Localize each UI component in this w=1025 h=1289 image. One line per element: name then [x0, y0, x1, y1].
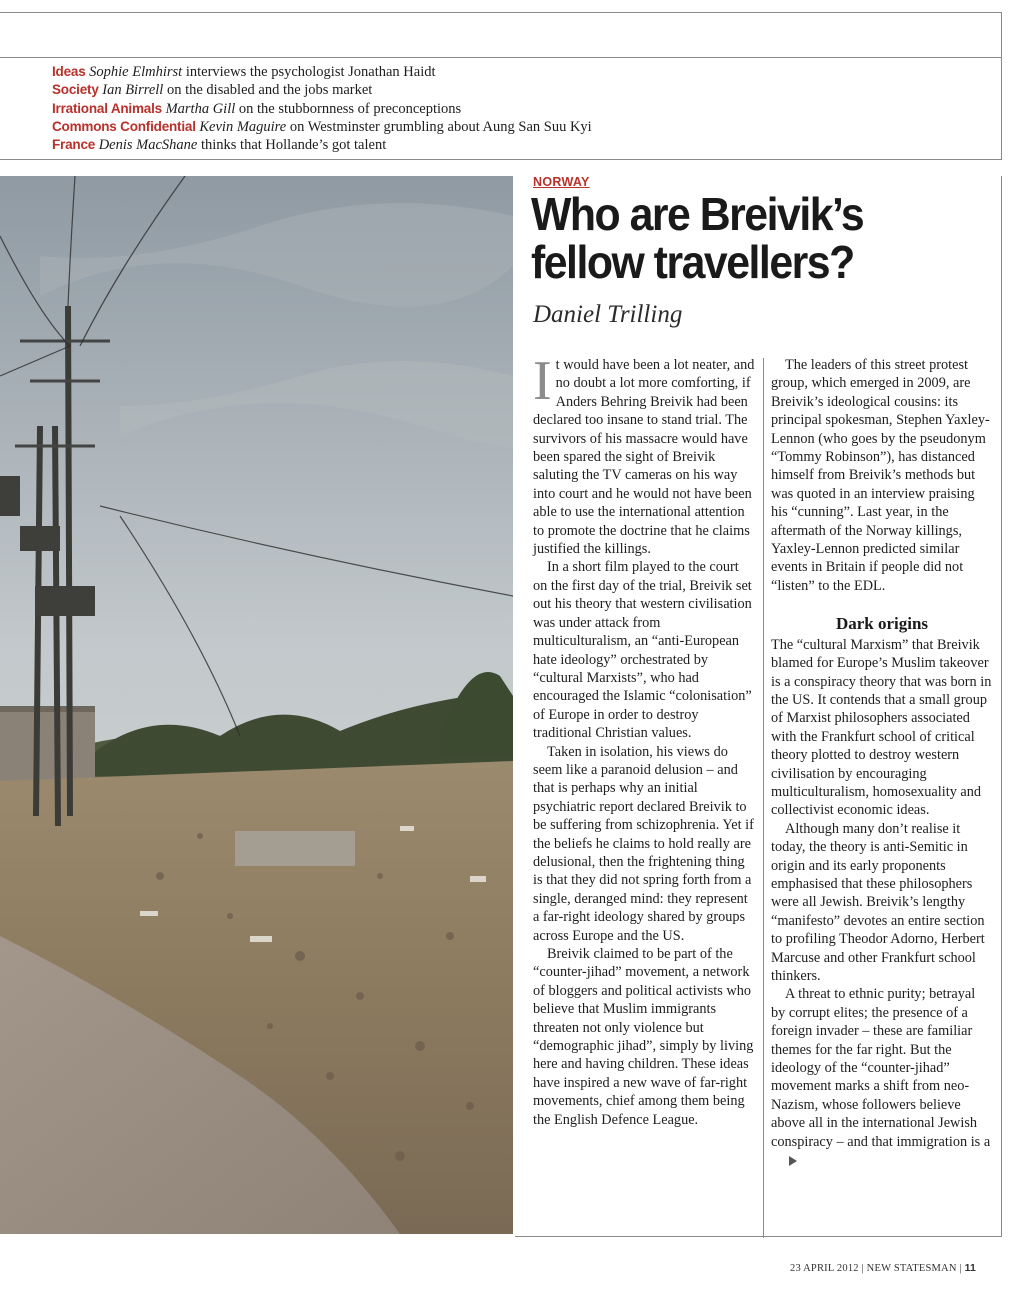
contents-section: Society: [52, 82, 99, 98]
article-paragraph: The leaders of this street protest group, which emerged in 2009, are Breivik’s ideological cousins: its principal spokesman, Stephen Yaxley-Lennon (who goes by the pseudonym “Tommy Robinson”), has distanced himself from Breivik’s methods but was quoted in an interview praising his “cunning”. Last year, in the aftermath of the Norway killings, Yaxley-Lennon predicted similar events in Britain if people did not “listen” to the EDL.: [771, 357, 990, 594]
article-column-1: [533, 350, 755, 1129]
contents-text: interviews the psychologist Jonathan Haidt: [185, 64, 436, 80]
article-kicker[interactable]: NORWAY: [533, 175, 590, 189]
contents-section: Ideas: [52, 64, 86, 79]
article-paragraph: [771, 985, 993, 1169]
frame-rule-bottom: [515, 1236, 1002, 1237]
paragraph-text: A threat to ethnic purity; betrayal by corrupt elites; the presence of a foreign invader – these are familiar themes for the far right. But the ideology of the “counter-jihad” movement marks a shift from neo-Nazism, whose followers believe above all in the international Jewish conspiracy – and that immigration is a: [771, 986, 991, 1150]
page-footer: 23 APRIL 2012 | NEW STATESMAN | 11: [790, 1262, 977, 1274]
contents-text: on the disabled and the jobs market: [166, 82, 373, 99]
contents-author: Denis MacShane: [98, 137, 198, 154]
article-column-2: [771, 356, 993, 1169]
drop-cap: I: [533, 350, 552, 412]
article-photo: [0, 176, 513, 1234]
footer-date: 23 APRIL 2012: [790, 1263, 859, 1274]
contents-list: [0, 57, 1001, 154]
paragraph-text: t would have been a lot neater, and no doubt a lot more comforting, if Anders Behring Breivik had been declared too insane to stand trial. The survivors of his massacre would have been spared the sight of Breivik saluting the TV cameras on his way into court and he would not have been able to use the international attention to promote the doctrine that he claims justified the killings.: [533, 357, 755, 558]
contents-text: on the stubbornness of preconceptions: [238, 100, 462, 117]
contents-text: on Westminster grumbling about Aung San Suu Kyi: [289, 118, 592, 135]
contents-author: Ian Birrell: [102, 82, 164, 99]
contents-section: Commons Confidential: [52, 118, 196, 134]
footer-magazine: NEW STATESMAN: [866, 1263, 957, 1274]
article-paragraph: In a short film played to the court on the first day of the trial, Breivik set out his theory that western civilisation was under attack from multiculturalism, an “anti-European hate ideology” orchestrated by “cultural Marxists”, who had encouraged the Islamic “colonisation” of Europe in order to destroy traditional Christian values.: [533, 559, 752, 742]
article-paragraph: The “cultural Marxism” that Breivik blamed for Europe’s Muslim takeover is a conspiracy theory that was born in the US. It contends that a small group of Marxist philosophers associated with the Frankfurt school of critical theory plotted to destroy western civilisation by encouraging multiculturalism, homosexuality and collectivist economic ideas.: [771, 636, 992, 819]
section-subhead: Dark origins: [835, 614, 929, 634]
page-number: 11: [964, 1262, 977, 1274]
article-byline: Daniel Trilling: [533, 301, 683, 328]
contents-panel: [0, 57, 1002, 160]
continue-arrow-icon: [789, 1156, 797, 1166]
contents-item[interactable]: [52, 136, 1001, 154]
article-headline: Who are Breivik’s fellow travellers?: [531, 188, 864, 288]
contents-item[interactable]: [52, 81, 1001, 99]
contents-text: thinks that Hollande’s got talent: [200, 137, 387, 154]
contents-item[interactable]: [52, 63, 1001, 81]
article-paragraph: Taken in isolation, his views do seem like a paranoid delusion – and that is perhaps why an initial psychiatric report declared Breivik to be suffering from schizophrenia. Yet if the beliefs he claims to hold really are delusional, then the frightening thing is that they did not spring forth from a single, deranged mind: they represent a far-right ideology shared by groups across Europe and the US.: [533, 743, 754, 944]
contents-item[interactable]: [52, 118, 1001, 136]
contents-author: Kevin Maguire: [199, 118, 287, 135]
top-frame: [0, 12, 1002, 58]
column-divider: [763, 358, 764, 1238]
contents-item[interactable]: [52, 100, 1001, 118]
article-paragraph: Although many don’t realise it today, the theory is anti-Semitic in origin and its early proponents emphasised that these philosophers were all Jewish. Breivik’s lengthy “manifesto” devotes an entire section to profiling Theodor Adorno, Herbert Marcuse and other Frankfurt school thinkers.: [771, 820, 985, 984]
contents-section: France: [52, 137, 96, 153]
article-paragraph: [533, 350, 755, 558]
contents-author: Martha Gill: [165, 100, 236, 117]
contents-author: Sophie Elmhirst: [89, 64, 183, 80]
contents-section: Irrational Animals: [52, 100, 162, 116]
article-paragraph: Breivik claimed to be part of the “counter-jihad” movement, a network of bloggers and political activists who believe that Muslim immigrants threaten not only violence but “demographic jihad”, simply by living here and having children. These ideas have inspired a new wave of far-right movements, chief among them being the English Defence League.: [533, 946, 754, 1128]
frame-rule-right: [1001, 176, 1002, 1236]
